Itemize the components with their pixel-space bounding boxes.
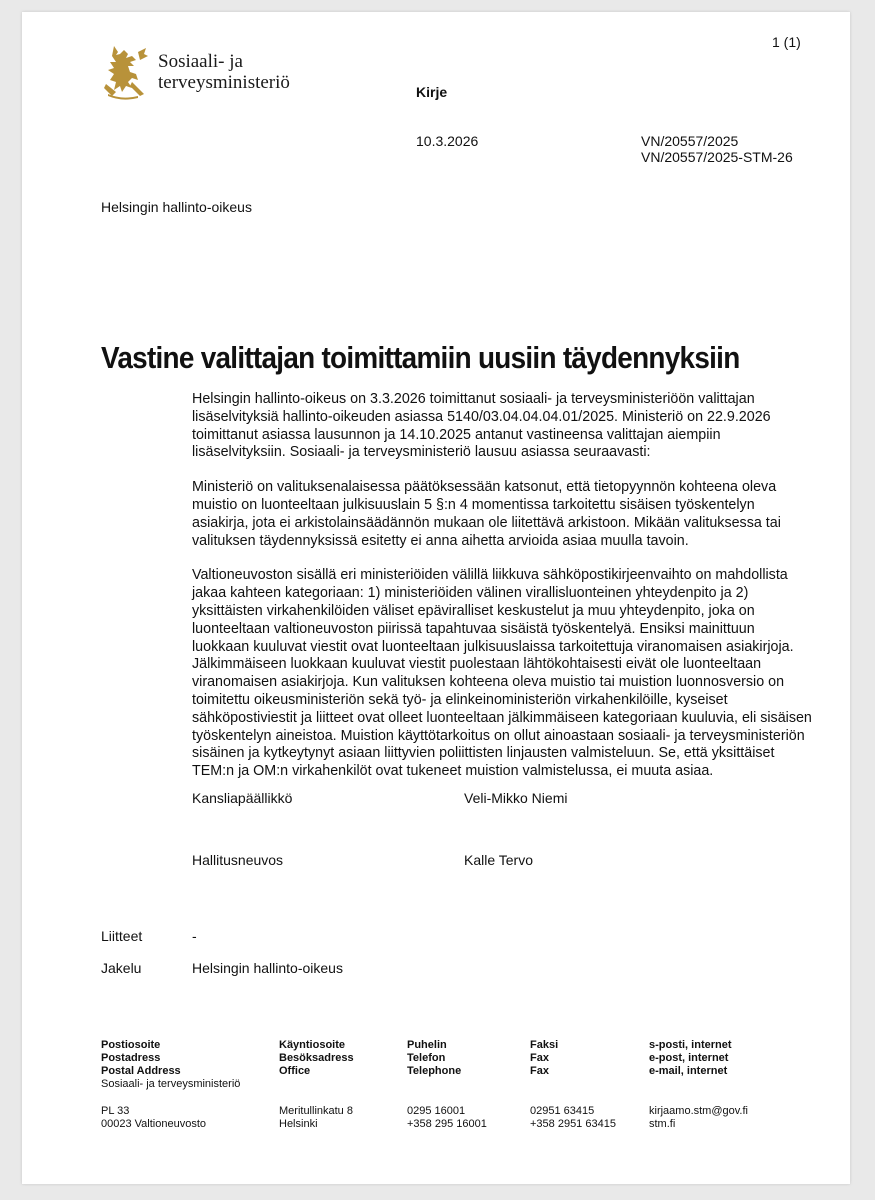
footer-heading: Telefon: [407, 1052, 446, 1064]
attachments-value: -: [192, 928, 197, 944]
body-text: [192, 391, 812, 798]
footer-fax: [530, 1039, 616, 1131]
page-number: 1 (1): [772, 34, 801, 50]
paragraph: Ministeriö on valituksenalaisessa päätöksessään katsonut, että tietopyynnön kohteena oleva muistio on luonteeltaan julkisuuslain 5 §:n 4 momentissa tarkoitettu sisäisen työskentelyn asiakirja, jota ei arkistolainsäädännön mukaan ole liitettävä arkistoon. Mikään valituksessa tai valituksen täydennyksissä esitetty ei anna aihetta arvioida asiaa muulla tavoin.: [192, 479, 781, 549]
footer-postal: [101, 1039, 240, 1131]
paragraph: Valtioneuvoston sisällä eri ministeriöiden välillä liikkuva sähköpostikirjeenvaihto on mahdollista jakaa kahteen kategoriaan: 1) ministeriöiden välinen virallisluonteinen yhteydenpito ja 2) yksittäisten virkahenkilöiden väliset epäviralliset keskustelut ja muu yhteydenpito, joka on luonteeltaan valtioneuvoston piirissä tapahtuvaa sisäistä työskentelyä. Ensiksi mainittuun luokkaan kuuluvat viestit ovat luonteeltaan julkisuuslaissa tarkoitettuja viranomaisen asiakirjoja. Jälkimmäiseen luokkaan kuuluvat viestit puolestaan lähtökohtaisesti eivät ole luonteeltaan viranomaisen asiakirjoja. Kun valituksen kohteena oleva muistio tai muistion luonnosversio on toimitettu oikeusministeriön sekä työ- ja elinkeinoministeriön virkahenkilöille, kyseiset sähköpostiviestit ja liitteet ovat olleet luonteeltaan jälkimmäiseen kategoriaan kuuluvia, eli sisäisen työskentelyn aineistoa. Muistion käyttötarkoitus on ollut ainoastaan sosiaali- ja terveysministeriön sisäinen ja kytkeytynyt asiaan liittyvien poliittisten linjausten valmisteluun. Se, että yksittäiset TEM:n ja OM:n virkahenkilöt ovat tukeneet muistion valmistelussa, ei muuta asiaa.: [192, 567, 812, 780]
footer-heading: Besöksadress: [279, 1052, 354, 1064]
footer-value: Helsinki: [279, 1118, 318, 1130]
footer-heading: e-mail, internet: [649, 1065, 728, 1077]
footer-heading: Fax: [530, 1065, 549, 1077]
footer-value: Meritullinkatu 8: [279, 1105, 353, 1117]
logo-line-2: terveysministeriö: [158, 72, 290, 93]
footer-heading: Office: [279, 1065, 311, 1077]
footer-heading: s-posti, internet: [649, 1039, 732, 1051]
footer-email: [649, 1039, 748, 1131]
footer-value: PL 33: [101, 1105, 130, 1117]
document-date: 10.3.2026: [416, 133, 479, 149]
footer-value: 00023 Valtioneuvosto: [101, 1118, 206, 1130]
distribution-value: Helsingin hallinto-oikeus: [192, 960, 343, 976]
footer-value: +358 295 16001: [407, 1118, 487, 1130]
signature-role-2: Hallitusneuvos: [192, 852, 284, 868]
signature-name-2: Kalle Tervo: [464, 852, 534, 868]
footer-heading: Postiosoite: [101, 1039, 161, 1051]
document-page: [22, 12, 850, 1184]
footer-heading: Postal Address: [101, 1065, 181, 1077]
footer-heading: e-post, internet: [649, 1052, 729, 1064]
footer-website-link[interactable]: stm.fi: [649, 1118, 676, 1130]
footer-email-link[interactable]: kirjaamo.stm@gov.fi: [649, 1105, 748, 1117]
footer-visiting: [279, 1039, 354, 1131]
attachments-label: Liitteet: [101, 928, 143, 944]
footer-heading: Postadress: [101, 1052, 161, 1064]
footer-value: 0295 16001: [407, 1105, 466, 1117]
footer-organization: Sosiaali- ja terveysministeriö: [101, 1078, 241, 1090]
footer-heading: Telephone: [407, 1065, 462, 1077]
reference-number: [641, 133, 793, 165]
reference-line-1: VN/20557/2025: [641, 133, 739, 149]
logo-line-1: Sosiaali- ja: [158, 51, 243, 72]
lion-crest-icon: [102, 42, 152, 100]
footer-heading: Fax: [530, 1052, 549, 1064]
footer-phone: [407, 1039, 487, 1131]
document-type: Kirje: [416, 84, 448, 100]
ministry-logo: [102, 42, 322, 102]
document-title: Vastine valittajan toimittamiin uusiin täydennyksiin: [101, 340, 740, 375]
signature-name-1: Veli-Mikko Niemi: [464, 790, 568, 806]
footer-heading: Puhelin: [407, 1039, 447, 1051]
footer-heading: Käyntiosoite: [279, 1039, 346, 1051]
footer-value: +358 2951 63415: [530, 1118, 616, 1130]
paragraph: Helsingin hallinto-oikeus on 3.3.2026 toimittanut sosiaali- ja terveysministeriöön valittajan lisäselvityksiä hallinto-oikeuden asiassa 5140/03.04.04.04.01/2025. Ministeriö on 22.9.2026 toimittanut asiassa lausunnon ja 14.10.2025 antanut vastineensa valittajan aiempiin lisäselvityksiin. Sosiaali- ja terveysministeriö lausuu asiassa seuraavasti:: [192, 391, 771, 461]
reference-line-2: VN/20557/2025-STM-26: [641, 149, 793, 165]
distribution-label: Jakelu: [101, 960, 142, 976]
signature-role-1: Kansliapäällikkö: [192, 790, 293, 806]
recipient: Helsingin hallinto-oikeus: [101, 199, 252, 215]
footer-value: 02951 63415: [530, 1105, 595, 1117]
footer-heading: Faksi: [530, 1039, 559, 1051]
